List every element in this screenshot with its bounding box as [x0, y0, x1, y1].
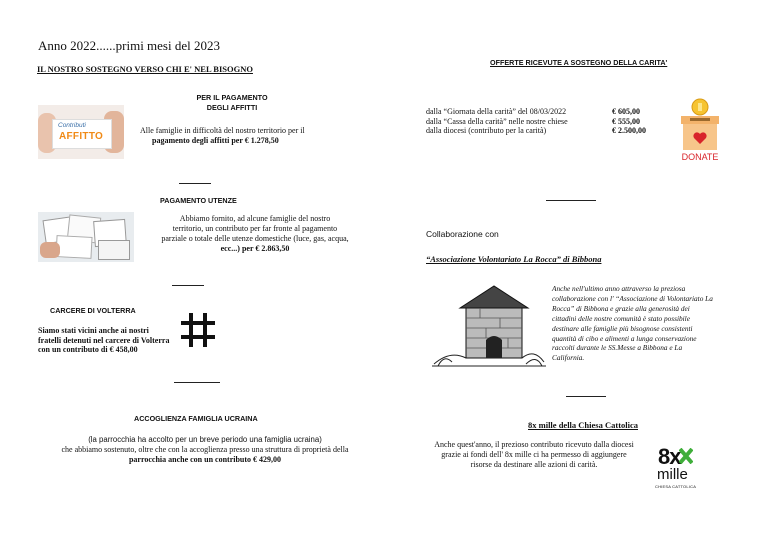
divider: [546, 200, 596, 201]
divider: [566, 396, 606, 397]
donate-box-icon: [676, 98, 724, 166]
ukraine-heading: ACCOGLIENZA FAMIGLIA UCRAINA: [134, 414, 258, 423]
association-text: Anche nell'ultimo anno attraverso la preziosa collaborazione con l' “Associazione di Volontariato La Rocca” di Bibbona e grazie alla generosità dei cittadini delle nostre comunità è stato possibile destinare alle famiglie più bisognose consistenti quantità di cibo e alimenti a lunga conservazione raccolti durante le SS.Messe a Bibbona e La California.: [552, 284, 713, 363]
offering-label: dalla “Giornata della carità” del 08/03/2022: [426, 107, 567, 116]
prison-heading: CARCERE DI VOLTERRA: [50, 306, 136, 315]
offering-amount: € 2.500,00: [612, 126, 646, 135]
offerings-heading: OFFERTE RICEVUTE A SOSTEGNO DELLA CARITA': [490, 58, 668, 67]
divider: [174, 382, 220, 383]
section-heading: IL NOSTRO SOSTEGNO VERSO CHI E' NEL BISOGNO: [37, 64, 253, 74]
divider: [172, 285, 204, 286]
logo-8x: 8x: [658, 444, 681, 469]
offering-amount: € 605,00: [612, 107, 640, 116]
eightx-text: Anche quest'anno, il prezioso contributo ricevuto dalla diocesi grazie ai fondi dell' 8x mille ci ha permesso di aggiungere risorse da destinare alle azioni di carità.: [434, 440, 634, 469]
8x-mille-logo: [652, 446, 710, 496]
offering-label: dalla “Cassa della carità” nelle nostre chiese: [426, 116, 568, 126]
donate-label: DONATE: [681, 152, 719, 162]
logo-x-accent: [679, 448, 693, 464]
rent-image-title: AFFITTO: [59, 131, 104, 142]
offerings-list: [426, 107, 666, 136]
page-title: Anno 2022......primi mesi del 2023: [38, 38, 220, 53]
logo-mille: mille: [657, 466, 688, 483]
utilities-text: Abbiamo fornito, ad alcune famiglie del nostro territorio, un contributo per far fronte al pagamento parziale o totale delle utenze domestiche (luce, gas, acqua, ecc...) per € 2.863,50: [161, 214, 349, 253]
ukraine-text: (la parrocchia ha accolto per un breve periodo una famiglia ucraina) che abbiamo sostenuto, oltre che con la accoglienza presso una struttura di proprietà della parrocchia anche con un contributo € 429,00: [61, 435, 349, 464]
prison-text: Siamo stati vicini anche ai nostri fratelli detenuti nel carcere di Volterra con un contributo di € 458,00: [38, 326, 170, 354]
utilities-heading: PAGAMENTO UTENZE: [160, 196, 237, 205]
logo-subtitle: CHIESA CATTOLICA: [655, 484, 697, 489]
offering-amount: € 555,00: [612, 116, 640, 126]
jail-bars-icon: [180, 312, 216, 348]
offering-label: dalla diocesi (contributo per la carità): [426, 126, 547, 135]
rent-heading: PER IL PAGAMENTO DEGLI AFFITTI: [196, 93, 268, 112]
collab-heading: Collaborazione con: [426, 229, 499, 239]
bills-image: [38, 212, 134, 262]
rent-text: Alle famiglie in difficoltà del nostro territorio per il pagamento degli affitti per € 1.278,50: [140, 126, 305, 145]
rent-image: [38, 105, 124, 159]
rent-image-caption: Contributi: [58, 122, 86, 129]
tower-sketch-image: [430, 278, 548, 368]
eightx-heading: 8x mille della Chiesa Cattolica: [528, 420, 639, 430]
divider: [179, 183, 211, 184]
association-name: “Associazione Volontariato La Rocca” di Bibbona: [426, 254, 602, 264]
